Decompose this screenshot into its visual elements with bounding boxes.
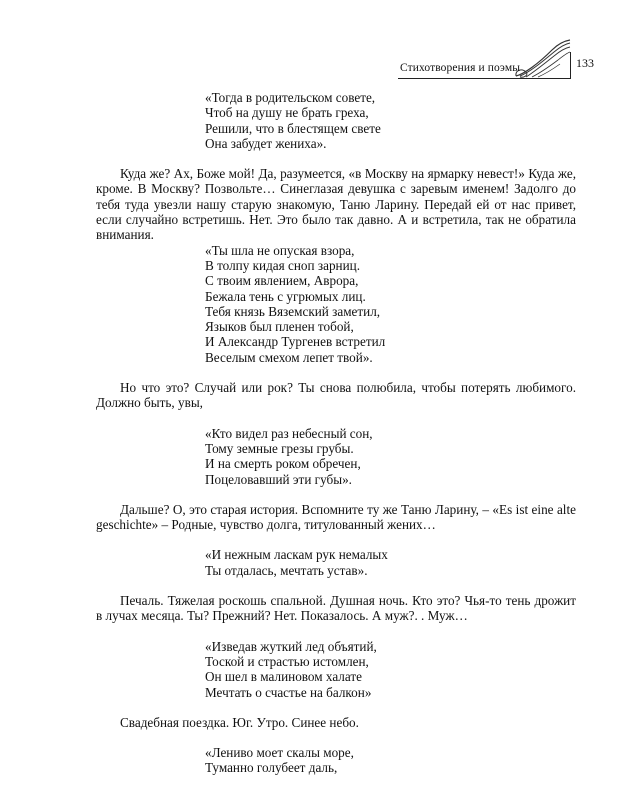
page-body xyxy=(96,90,576,776)
verse-line: И Александр Тургенев встретил xyxy=(205,334,386,350)
poem-stanza-1 xyxy=(205,90,576,151)
prose-paragraph-5: Свадебная поездка. Юг. Утро. Синее небо. xyxy=(120,714,359,730)
verse-line: Чтоб на душу не брать греха, xyxy=(205,105,369,121)
verse-line: С твоим явлением, Аврора, xyxy=(205,273,359,289)
prose-paragraph-3: Дальше? О, это старая история. Вспомните ту же Таню Ларину, – «Es ist eine alte geschichte» – Родные, чувство долга, титулованный жених… xyxy=(96,501,576,533)
verse-line: «Кто видел раз небесный сон, xyxy=(205,425,373,441)
prose-paragraph-2: Но что это? Случай или рок? Ты снова полюбила, чтобы потерять любимого. Должно быть, увы, xyxy=(96,380,576,411)
poem-stanza-4 xyxy=(205,547,576,578)
poem-stanza-2 xyxy=(205,243,576,365)
verse-line: Туманно голубеет даль, xyxy=(205,760,338,776)
verse-line: Поцеловавший эти губы». xyxy=(205,471,352,487)
poem-stanza-6 xyxy=(205,745,576,776)
verse-line: Он шел в малиновом халате xyxy=(205,669,363,685)
verse-line: Бежала тень с угрюмых лиц. xyxy=(205,288,366,304)
verse-line: Тому земные грезы грубы. xyxy=(205,440,354,456)
verse-line: «И нежным ласкам рук немалых xyxy=(205,547,388,563)
header-divider xyxy=(398,78,570,79)
page-number: 133 xyxy=(576,56,594,70)
verse-line: «Изведав жуткий лед объятий, xyxy=(205,638,377,654)
verse-line: Тоской и страстью истомлен, xyxy=(205,653,369,669)
swirl-ornament-icon xyxy=(512,38,572,80)
verse-line: Мечтать о счастье на балкон» xyxy=(205,684,372,700)
verse-line: «Тогда в родительском совете, xyxy=(205,90,376,105)
verse-line: Решили, что в блестящем свете xyxy=(205,120,381,136)
page-header xyxy=(0,0,628,90)
verse-line: Языков был пленен тобой, xyxy=(205,319,354,335)
running-title: Стихотворения и поэмы xyxy=(400,62,521,74)
prose-paragraph-1: Куда же? Ах, Боже мой! Да, разумеется, «в Москву на ярмарку невест!» Куда же, кроме. В Москву? Позвольте… Синеглазая девушка с заревым именем! Задолго до тебя туда увезли нашу старую знакомую, Таню Ларину. Передай ей от нас привет, если случайно встретишь. Нет. Это было так давно. А и встретила, так не обратила внимания. xyxy=(96,166,576,243)
verse-line: В толпу кидая сноп зарниц. xyxy=(205,257,361,273)
verse-line: «Лениво моет скалы море, xyxy=(205,745,354,761)
verse-line: Тебя князь Вяземский заметил, xyxy=(205,303,381,319)
header-vertical-divider xyxy=(570,52,571,79)
verse-line: Веселым смехом лепет твой». xyxy=(205,349,373,365)
verse-line: Она забудет жениха». xyxy=(205,135,327,151)
prose-paragraph-4: Печаль. Тяжелая роскошь спальной. Душная ночь. Кто это? Чья-то тень дрожит в лучах месяца. Ты? Прежний? Нет. Показалось. А муж?. . Муж… xyxy=(96,593,576,624)
verse-line: И на смерть роком обречен, xyxy=(205,456,361,472)
verse-line: «Ты шла не опуская взора, xyxy=(205,242,355,258)
poem-stanza-5 xyxy=(205,639,576,700)
verse-line: Ты отдалась, мечтать устав». xyxy=(205,562,368,578)
poem-stanza-3 xyxy=(205,426,576,487)
